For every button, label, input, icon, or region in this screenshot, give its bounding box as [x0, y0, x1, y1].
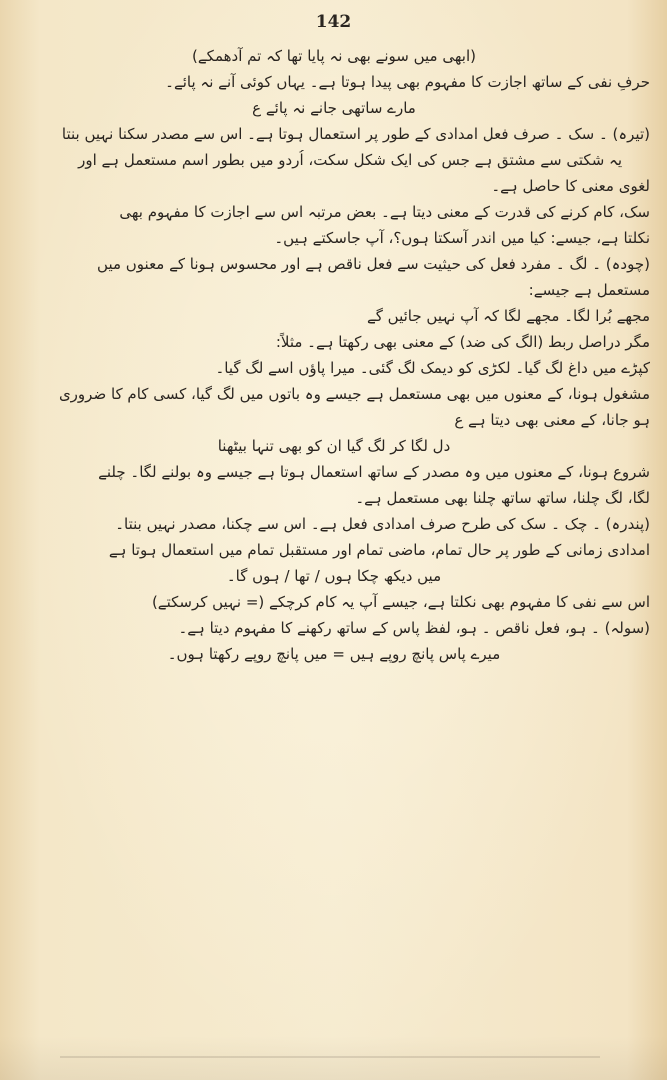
section-heading-line: (چودہ) ۔ لگ ۔ مفرد فعل کی حیثیت سے فعل ناقص ہے اور محسوس ہونا کے معنوں میں [97, 255, 650, 273]
text-line: یہ شکتی سے مشتق ہے جس کی ایک شکل سکت، اُردو میں بطور اسم مستعمل ہے اور [78, 151, 622, 169]
text-line: لگا، لگ چلنا، ساتھ ساتھ چلنا بھی مستعمل ہے۔ [355, 489, 650, 507]
text-line: امدادی زمانی کے طور پر حال تمام، ماضی تمام اور مستقبل تمام میں استعمال ہوتا ہے [108, 541, 650, 559]
verse-line: دل لگا کر لگ گیا ان کو بھی تنہا بیٹھنا [217, 437, 451, 455]
page-bottom-shadow [0, 1036, 667, 1080]
text-line: شروع ہونا، کے معنوں میں وہ مصدر کے ساتھ استعمال ہوتا ہے جیسے وہ بولنے لگا۔ چلنے [98, 463, 650, 481]
text-line: نکلتا ہے، جیسے: کیا میں اندر آسکتا ہوں؟، آپ جاسکتے ہیں۔ [274, 229, 650, 247]
text-line: اس سے نفی کا مفہوم بھی نکلتا ہے، جیسے آپ یہ کام کرچکے (= نہیں کرسکتے) [151, 593, 650, 611]
text-line: سک، کام کرنے کی قدرت کے معنی دیتا ہے۔ بعض مرتبہ اس سے اجازت کا مفہوم بھی [119, 203, 650, 221]
text-line: مگر دراصل ربط (الگ کی ضد) کے معنی بھی رکھتا ہے۔ مثلاً: [275, 333, 650, 351]
example-line: کپڑے میں داغ لگ گیا۔ لکڑی کو دیمک لگ گئی۔ میرا پاؤں اسے لگ گیا۔ [215, 359, 650, 377]
bleed-through-line [60, 1056, 600, 1058]
example-line: مجھے بُرا لگا۔ مجھے لگا کہ آپ نہیں جائیں گے [366, 307, 650, 325]
text-line: حرفِ نفی کے ساتھ اجازت کا مفہوم بھی پیدا ہوتا ہے۔ یہاں کوئی آنے نہ پائے۔ [165, 73, 650, 91]
text-line: لغوی معنی کا حاصل ہے۔ [491, 177, 650, 195]
page-body [18, 46, 650, 670]
verse-line: مارے ساتھی جانے نہ پائے ع [252, 99, 416, 117]
text-line: مشغول ہونا، کے معنوں میں بھی مستعمل ہے جیسے وہ باتوں میں لگ گیا، کسی کام کا ضروری [58, 385, 650, 403]
example-line: میرے پاس پانچ روپے ہیں = میں پانچ روپے رکھتا ہوں۔ [167, 645, 501, 663]
section-heading-line: (پندرہ) ۔ چک ۔ سک کی طرح صرف امدادی فعل ہے۔ اس سے چکنا، مصدر نہیں بنتا۔ [115, 515, 650, 533]
example-line: میں دیکھ چکا ہوں / تھا / ہوں گا۔ [226, 567, 442, 585]
text-line: ہو جانا، کے معنی بھی دیتا ہے ع [454, 411, 650, 429]
section-heading-line: (تیرہ) ۔ سک ۔ صرف فعل امدادی کے طور پر استعمال ہوتا ہے۔ اس سے مصدر سکنا نہیں بنتا [61, 125, 650, 143]
section-heading-line: (سولہ) ۔ ہو، فعل ناقص ۔ ہو، لفظ پاس کے ساتھ رکھنے کا مفہوم دیتا ہے۔ [178, 619, 650, 637]
page-number: 142 [315, 12, 352, 32]
text-line: (ابھی میں سونے بھی نہ پایا تھا کہ تم آدھمکے) [192, 47, 476, 65]
text-line: مستعمل ہے جیسے: [528, 281, 650, 299]
